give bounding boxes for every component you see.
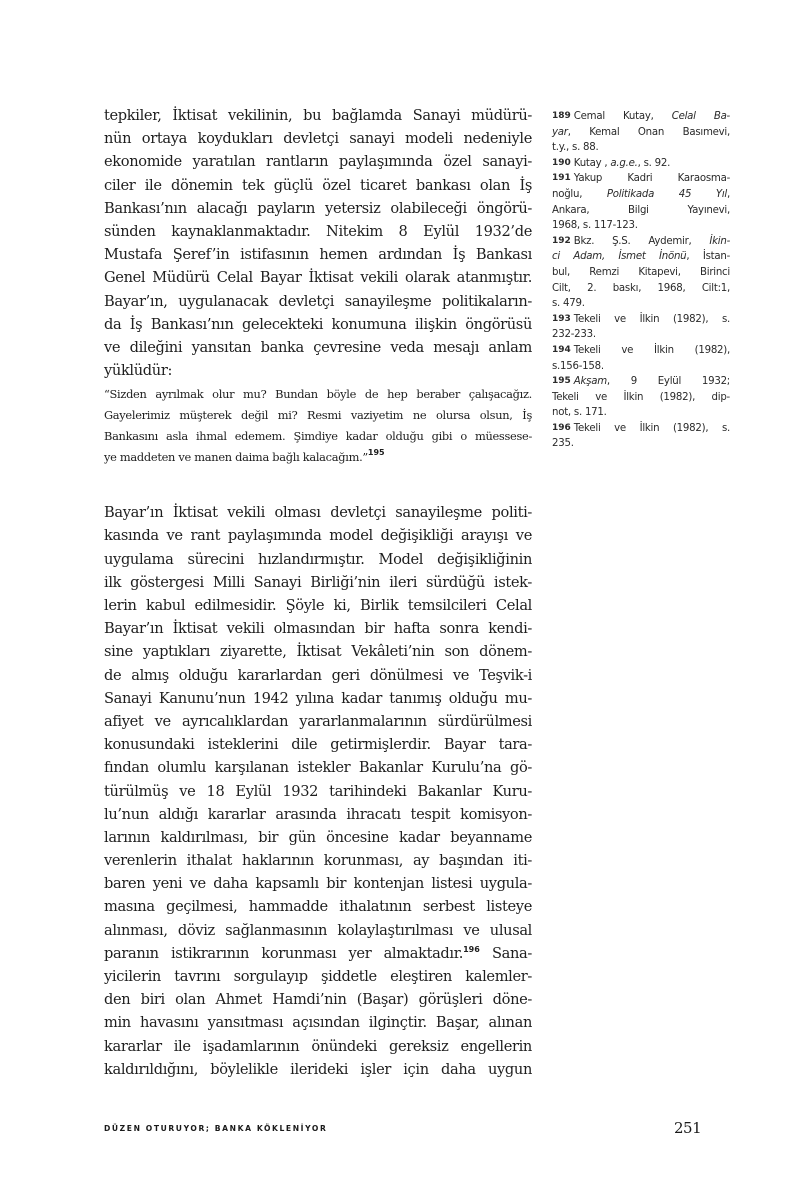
footnote-191: [552, 171, 730, 233]
footnote-line: [552, 171, 730, 187]
sidebar-footnotes: [552, 109, 730, 452]
text-line: lerin kabul edilmesidir. Şöyle ki, Birlik temsilcileri Celal: [104, 597, 532, 614]
footnote-196: [552, 421, 730, 452]
text-line: verenlerin ithalat haklarının korunması, ay başından iti-: [104, 852, 532, 870]
footnote-number: 193: [552, 313, 571, 324]
italic-title: Akşam: [573, 376, 607, 388]
text-run: 1968, s. 117-123.: [552, 220, 638, 232]
text-line: ye maddeten ve manen daima bağlı kalacağım.”$^{195}$: [104, 448, 385, 465]
footnote-194: [552, 343, 730, 374]
text-run: 232-233.: [552, 329, 596, 341]
text-line: Bayar’ın, uygulanacak devletçi sanayileşme politikaların-: [104, 292, 532, 310]
footnote-189: [552, 109, 730, 156]
text-run: Tekeli ve İlkin (1982), s.: [573, 422, 730, 434]
text-line: ciler ile dönemin tek güçlü özel ticaret bankası olan İş: [104, 176, 532, 194]
text-run: Ankara, Bilgi Yayınevi,: [552, 204, 730, 216]
text-line: “Sizden ayrılmak olur mu? Bundan böyle de hep beraber çalışacağız.: [104, 387, 532, 402]
footnote-line: [552, 312, 730, 328]
text-line: Sanayi Kanunu’nun 1942 yılına kadar tanımış olduğu mu-: [104, 689, 532, 707]
footnote-number: 196: [552, 422, 571, 433]
footnote-line: [552, 359, 730, 375]
text-line: afiyet ve ayrıcalıklardan yararlanmalarının sürdürülmesi: [104, 712, 532, 730]
text-run: Cemal Kutay,: [573, 111, 672, 122]
text-line: ekonomide yaratılan rantların paylaşımında özel sanayi-: [104, 153, 532, 171]
footnote-line: [552, 296, 730, 312]
italic-title: Celal Ba-: [671, 111, 730, 122]
footnote-number: 192: [552, 235, 571, 246]
text-line: [104, 942, 532, 965]
italic-title: yar: [552, 126, 568, 138]
footnote-number: 189: [552, 111, 571, 121]
text-line: lu’nun aldığı kararlar arasında ihracatı tespit komisyon-: [104, 805, 532, 823]
text-run: , İstan-: [686, 251, 730, 263]
text-run: not, s. 171.: [552, 407, 607, 419]
footnote-number: 190: [552, 157, 571, 168]
footnote-190: [552, 156, 730, 172]
footnote-line: [552, 327, 730, 343]
text-line: nün ortaya koydukları devletçi sanayi modeli nedeniyle: [104, 130, 532, 148]
italic-title: a.g.e.: [610, 157, 638, 169]
text-run: Cilt, 2. baskı, 1968, Cilt:1,: [552, 282, 730, 294]
text-run: , s. 92.: [637, 157, 671, 169]
footnote-192: [552, 234, 730, 312]
text-line: türülmüş ve 18 Eylül 1932 tarihindeki Bakanlar Kuru-: [104, 782, 532, 800]
text-run: , 9 Eylül 1932;: [606, 376, 730, 388]
footnote-number: 195: [552, 376, 571, 387]
footnote-line: [552, 109, 730, 125]
footnote-ref-196[interactable]: 196: [463, 944, 480, 954]
text-run: paranın istikrarının korunması yer almaktadır.: [104, 944, 464, 962]
italic-title: ci Adam, İsmet İnönü: [552, 251, 687, 263]
text-line: uygulama sürecini hızlandırmıştır. Model değişikliğinin: [104, 550, 532, 568]
footnote-line: [552, 390, 730, 406]
text-line: Bayar’ın İktisat vekili olmasından bir hafta sonra kendi-: [104, 620, 532, 638]
text-run: Tekeli ve İlkin (1982), dip-: [552, 391, 730, 403]
text-line: sünden kaynaklanmaktadır. Nitekim 8 Eylül 1932’de: [104, 222, 532, 240]
text-line: konusundaki isteklerini dile getirmişlerdir. Bayar tara-: [104, 736, 532, 754]
text-run: Kutay ,: [573, 157, 611, 169]
text-run: t.y., s. 88.: [552, 142, 599, 154]
text-run: , Kemal Onan Basımevi,: [567, 126, 730, 138]
text-run: bul, Remzi Kitapevi, Birinci: [552, 266, 730, 278]
text-line: alınması, döviz sağlanmasının kolaylaştırılması ve ulusal: [104, 921, 532, 939]
text-line: Bankasını asla ihmal edemem. Şimdiye kadar olduğu gibi o müessese-: [104, 429, 532, 444]
text-run: ,: [727, 188, 731, 200]
text-line: kararlar ile işadamlarının önündeki gereksiz engellerin: [104, 1037, 532, 1055]
footnote-line: [552, 203, 730, 219]
text-line: den biri olan Ahmet Hamdi’nin (Başar) görüşleri döne-: [104, 991, 532, 1009]
text-line: ve dileğini yansıtan banka çevresine veda mesajı anlam: [104, 338, 532, 356]
footnote-line: [552, 421, 730, 437]
text-line: Bankası’nın alacağı payların yetersiz olabileceği öngörü-: [104, 199, 532, 217]
text-line: ilk göstergesi Milli Sanayi Birliği’nin ileri sürdüğü istek-: [104, 573, 532, 591]
text-run: Yakup Kadri Karaosma-: [573, 173, 730, 185]
footnote-193: [552, 312, 730, 343]
footnote-number: 191: [552, 173, 571, 184]
text-run: Tekeli ve İlkin (1982), s.: [573, 313, 730, 325]
paragraph-2: [104, 501, 532, 1081]
italic-title: İkin-: [709, 235, 730, 247]
footnote-line: [552, 234, 730, 250]
footnote-line: [552, 125, 730, 141]
text-run: Bkz. Ş.S. Aydemir,: [573, 235, 710, 247]
text-line: sine yaptıkları ziyarette, İktisat Vekâleti’nin son dönem-: [104, 643, 532, 661]
footnote-line: [552, 156, 730, 172]
paragraph-1: [104, 104, 532, 382]
running-head: DÜZEN OTURUYOR; BANKA KÖKLENİYOR: [104, 1124, 328, 1133]
text-line: yicilerin tavrını sorgulayıp şiddetle eleştiren kalemler-: [104, 968, 532, 985]
text-line: Genel Müdürü Celal Bayar İktisat vekili olarak atanmıştır.: [104, 269, 532, 287]
footnote-line: [552, 374, 730, 390]
italic-title: Politikada 45 Yıl: [606, 188, 728, 200]
footnote-195: [552, 374, 730, 421]
text-line: Mustafa Şeref’in istifasının hemen ardından İş Bankası: [104, 246, 532, 264]
text-run: Tekeli ve İlkin (1982),: [573, 344, 730, 356]
text-line: kaldırıldığını, böylelikle ilerideki işler için daha uygun: [104, 1060, 532, 1078]
text-line: Gayelerimiz müşterek değil mi? Resmi vaziyetim ne olursa olsun, İş: [104, 408, 532, 423]
text-line: tepkiler, İktisat vekilinin, bu bağlamda Sanayi müdürü-: [104, 107, 532, 124]
footnote-ref-195[interactable]: 195: [367, 448, 385, 458]
text-run: Sana-: [479, 944, 532, 962]
footnote-line: [552, 265, 730, 281]
footnote-line: [552, 436, 730, 452]
text-line: masına geçilmesi, hammadde ithalatının serbest listeye: [104, 898, 532, 916]
footnote-line: [552, 343, 730, 359]
text-run: 235.: [552, 438, 574, 450]
footnote-number: 194: [552, 344, 571, 355]
main-text-column: [104, 104, 532, 1081]
footnote-line: [552, 281, 730, 297]
block-quote: [104, 384, 532, 468]
page-number: 251: [674, 1119, 702, 1137]
text-line: kasında ve rant paylaşımında model değişikliği arayışı ve: [104, 527, 532, 545]
text-run: s.156-158.: [552, 360, 604, 372]
text-line: da İş Bankası’nın gelecekteki konumuna ilişkin öngörüsü: [104, 315, 532, 333]
text-line: larının kaldırılması, bir gün öncesine kadar beyanname: [104, 828, 532, 846]
text-line: fından olumlu karşılanan istekler Bakanlar Kurulu’na gö-: [104, 759, 532, 777]
text-line: Bayar’ın İktisat vekili olması devletçi sanayileşme politi-: [104, 504, 532, 522]
footnote-line: [552, 249, 730, 265]
footnote-line: [552, 218, 730, 234]
text-line: baren yeni ve daha kapsamlı bir kontenjan listesi uygula-: [104, 875, 532, 893]
text-line: yüklüdür:: [104, 362, 173, 380]
text-run: noğlu,: [552, 188, 607, 200]
text-run: s. 479.: [552, 298, 585, 310]
footnote-line: [552, 405, 730, 421]
text-line: min havasını yansıtması açısından ilginçtir. Başar, alınan: [104, 1014, 532, 1032]
footnote-line: [552, 140, 730, 156]
footnote-line: [552, 187, 730, 203]
text-line: de almış olduğu kararlardan geri dönülmesi ve Teşvik-i: [104, 666, 532, 684]
